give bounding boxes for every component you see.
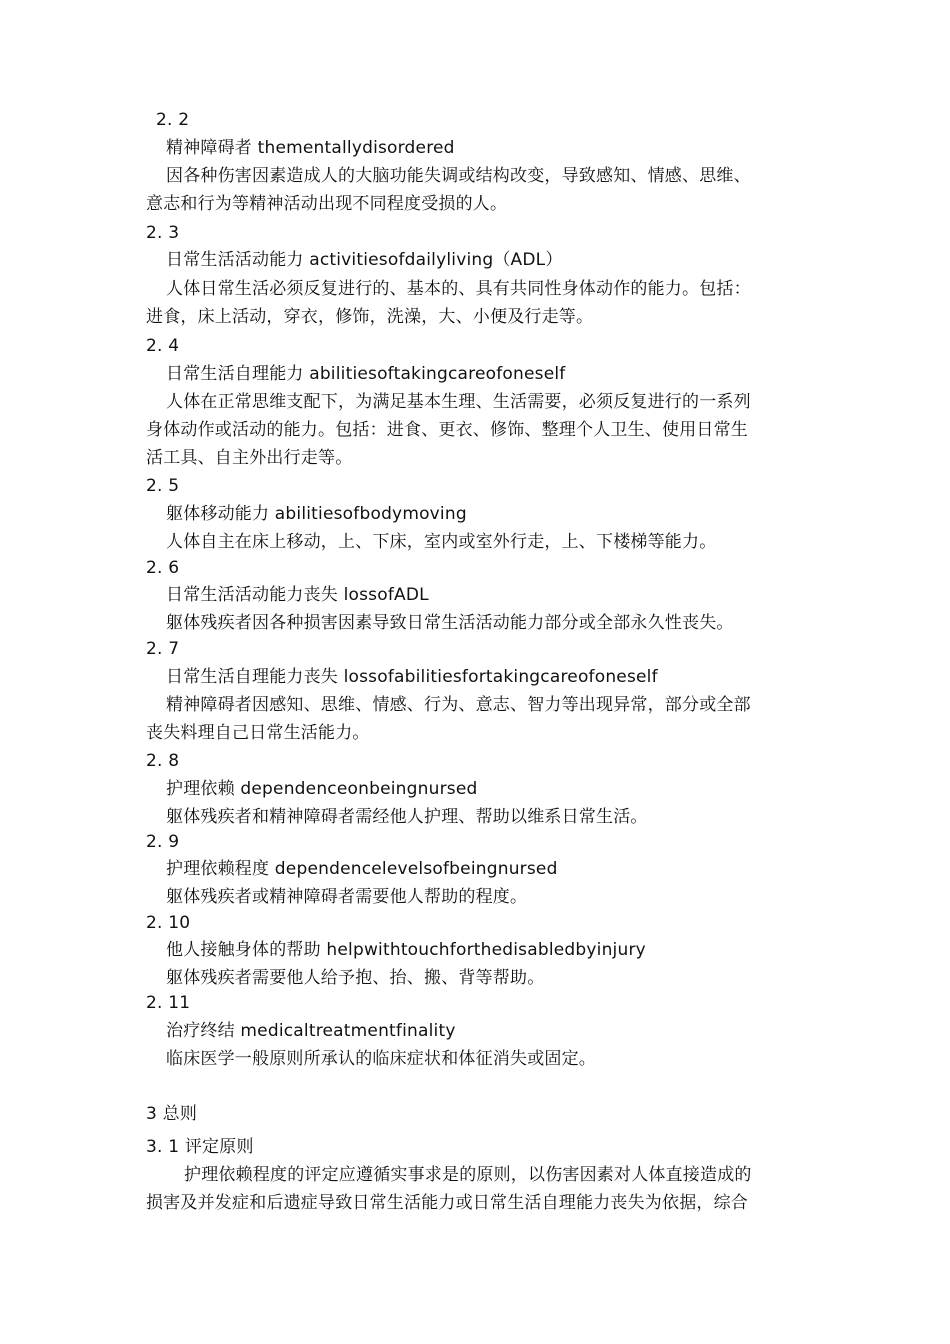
term-title: 日常生活活动能力丧失 lossofADL	[166, 585, 429, 605]
term-title: 精神障碍者 thementallydisordered	[166, 138, 455, 158]
term-definition-line: 人体在正常思维支配下，为满足基本生理、生活需要，必须反复进行的一系列	[166, 392, 751, 412]
term-definition-line: 躯体残疾者和精神障碍者需经他人护理、帮助以维系日常生活。	[166, 807, 648, 827]
term-definition-line: 活工具、自主外出行走等。	[146, 448, 353, 468]
term-title: 日常生活自理能力 abilitiesoftakingcareofoneself	[166, 364, 566, 384]
term-definition-line: 丧失料理自己日常生活能力。	[146, 723, 370, 743]
term-number: 2. 4	[146, 336, 180, 356]
term-title: 躯体移动能力 abilitiesofbodymoving	[166, 504, 467, 524]
term-number: 2. 10	[146, 913, 191, 933]
term-number: 2. 6	[146, 558, 180, 578]
term-number: 2. 5	[146, 476, 180, 496]
term-title: 护理依赖程度 dependencelevelsofbeingnursed	[166, 859, 558, 879]
term-definition-line: 身体动作或活动的能力。包括：进食、更衣、修饰、整理个人卫生、使用日常生	[146, 420, 748, 440]
term-definition-line: 因各种伤害因素造成人的大脑功能失调或结构改变，导致感知、情感、思维、	[166, 166, 751, 186]
section-heading: 3 总则	[146, 1104, 198, 1124]
term-number: 2. 8	[146, 751, 180, 771]
term-title: 护理依赖 dependenceonbeingnursed	[166, 779, 478, 799]
subsection-heading: 3. 1 评定原则	[146, 1137, 254, 1157]
term-number: 2. 7	[146, 639, 180, 659]
term-number: 2. 3	[146, 223, 180, 243]
term-title: 日常生活自理能力丧失 lossofabilitiesfortakingcareofoneself	[166, 667, 658, 687]
term-definition-line: 躯体残疾者或精神障碍者需要他人帮助的程度。	[166, 887, 528, 907]
term-definition-line: 人体日常生活必须反复进行的、基本的、具有共同性身体动作的能力。包括：	[166, 279, 751, 299]
body-paragraph-line: 损害及并发症和后遗症导致日常生活能力或日常生活自理能力丧失为依据，综合	[146, 1193, 748, 1213]
term-number: 2. 9	[146, 832, 180, 852]
term-definition-line: 躯体残疾者因各种损害因素导致日常生活活动能力部分或全部永久性丧失。	[166, 613, 734, 633]
term-title: 日常生活活动能力 activitiesofdailyliving（ADL）	[166, 250, 563, 270]
body-paragraph-line: 护理依赖程度的评定应遵循实事求是的原则，以伤害因素对人体直接造成的	[184, 1165, 752, 1185]
term-definition-line: 躯体残疾者需要他人给予抱、抬、搬、背等帮助。	[166, 968, 545, 988]
term-definition-line: 进食，床上活动，穿衣，修饰，洗澡，大、小便及行走等。	[146, 307, 594, 327]
term-definition-line: 精神障碍者因感知、思维、情感、行为、意志、智力等出现异常，部分或全部	[166, 695, 751, 715]
term-title: 他人接触身体的帮助 helpwithtouchforthedisabledbyinjury	[166, 940, 646, 960]
term-definition-line: 意志和行为等精神活动出现不同程度受损的人。	[146, 194, 508, 214]
term-title: 治疗终结 medicaltreatmentfinality	[166, 1021, 456, 1041]
term-number: 2. 2	[156, 110, 190, 130]
term-definition-line: 临床医学一般原则所承认的临床症状和体征消失或固定。	[166, 1049, 596, 1069]
term-definition-line: 人体自主在床上移动，上、下床，室内或室外行走，上、下楼梯等能力。	[166, 532, 717, 552]
term-number: 2. 11	[146, 993, 191, 1013]
